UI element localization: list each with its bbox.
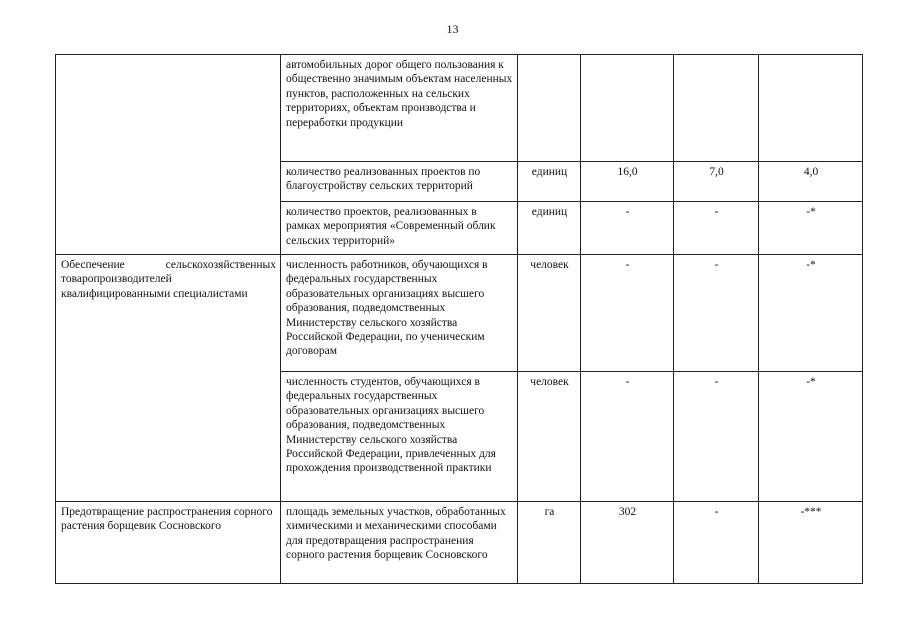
indicator-cell: количество реализованных проектов по благоустройству сельских территорий bbox=[281, 162, 518, 202]
value-cell-1: 16,0 bbox=[581, 162, 674, 202]
table-row bbox=[56, 502, 863, 584]
value-cell-2: - bbox=[674, 255, 759, 372]
unit-cell: единиц bbox=[518, 162, 581, 202]
goal-word: Обеспечение bbox=[61, 259, 125, 271]
value-cell-2: - bbox=[674, 502, 759, 584]
unit-cell: га bbox=[518, 502, 581, 584]
indicator-cell: площадь земельных участков, обработанных химическими и механическими способами для предотвращения распространения сорного растения борщевик Сосновского bbox=[281, 502, 518, 584]
value-cell-1: 302 bbox=[581, 502, 674, 584]
indicator-cell: численность студентов, обучающихся в федеральных государственных образовательных организациях высшего образования, подведомственных Министерству сельского хозяйства Российской Федерации, привлеченных для прохождения производственной практики bbox=[281, 372, 518, 502]
value-cell-1: - bbox=[581, 202, 674, 255]
value-cell-1: - bbox=[581, 255, 674, 372]
value-cell-1: - bbox=[581, 372, 674, 502]
indicator-cell: численность работников, обучающихся в федеральных государственных образовательных организациях высшего образования, подведомственных Министерству сельского хозяйства Российской Федерации, по ученическим договорам bbox=[281, 255, 518, 372]
indicator-cell: количество проектов, реализованных в рамках мероприятия «Современный облик сельских территорий» bbox=[281, 202, 518, 255]
value-cell-3: -*** bbox=[759, 502, 863, 584]
indicators-table bbox=[55, 54, 863, 584]
goal-cell bbox=[56, 255, 281, 502]
unit-cell: человек bbox=[518, 255, 581, 372]
goal-first-line bbox=[61, 258, 276, 272]
table-row bbox=[56, 55, 863, 162]
value-cell-2 bbox=[674, 55, 759, 162]
unit-cell: человек bbox=[518, 372, 581, 502]
goal-text: товаропроизводителей квалифицированными специалистами bbox=[61, 273, 248, 300]
page-number: 13 bbox=[446, 22, 459, 36]
goal-cell: Предотвращение распространения сорного растения борщевик Сосновского bbox=[56, 502, 281, 584]
value-cell-3: -* bbox=[759, 255, 863, 372]
goal-cell-empty bbox=[56, 55, 281, 255]
unit-cell bbox=[518, 55, 581, 162]
value-cell-3: 4,0 bbox=[759, 162, 863, 202]
value-cell-3 bbox=[759, 55, 863, 162]
unit-cell: единиц bbox=[518, 202, 581, 255]
value-cell-3: -* bbox=[759, 202, 863, 255]
value-cell-1 bbox=[581, 55, 674, 162]
table-row bbox=[56, 255, 863, 372]
value-cell-3: -* bbox=[759, 372, 863, 502]
value-cell-2: - bbox=[674, 202, 759, 255]
value-cell-2: - bbox=[674, 372, 759, 502]
goal-word: сельскохозяйственных bbox=[165, 259, 276, 271]
indicator-cell: автомобильных дорог общего пользования к общественно значимым объектам населенных пунктов, расположенных на сельских территориях, объектам производства и переработки продукции bbox=[281, 55, 518, 162]
value-cell-2: 7,0 bbox=[674, 162, 759, 202]
